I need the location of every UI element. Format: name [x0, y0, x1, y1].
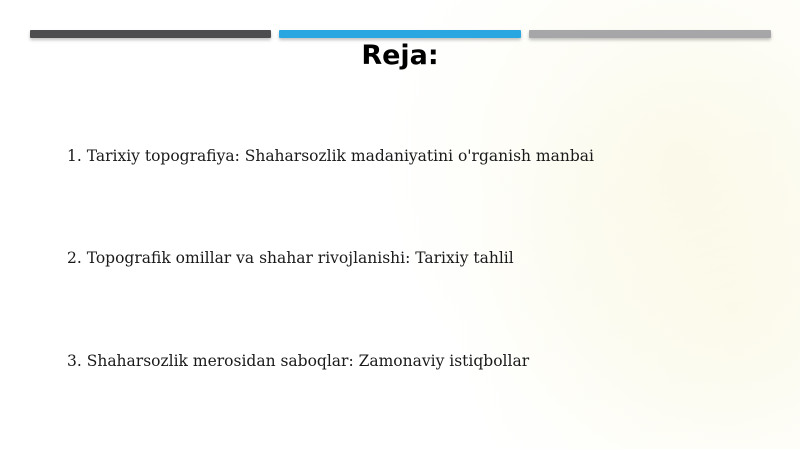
plan-item: 3. Shaharsozlik merosidan saboqlar: Zamonaviy istiqbollar [67, 352, 530, 370]
slide-title: Reja: [361, 40, 439, 71]
plan-item: 1. Tarixiy topografiya: Shaharsozlik madaniyatini o'rganish manbai [67, 147, 594, 165]
top-accent-bar-blue [279, 30, 521, 38]
plan-item: 2. Topografik omillar va shahar rivojlanishi: Tarixiy tahlil [67, 249, 514, 267]
top-accent-bar-gray [529, 30, 771, 38]
top-accent-bar-dark [30, 30, 271, 38]
